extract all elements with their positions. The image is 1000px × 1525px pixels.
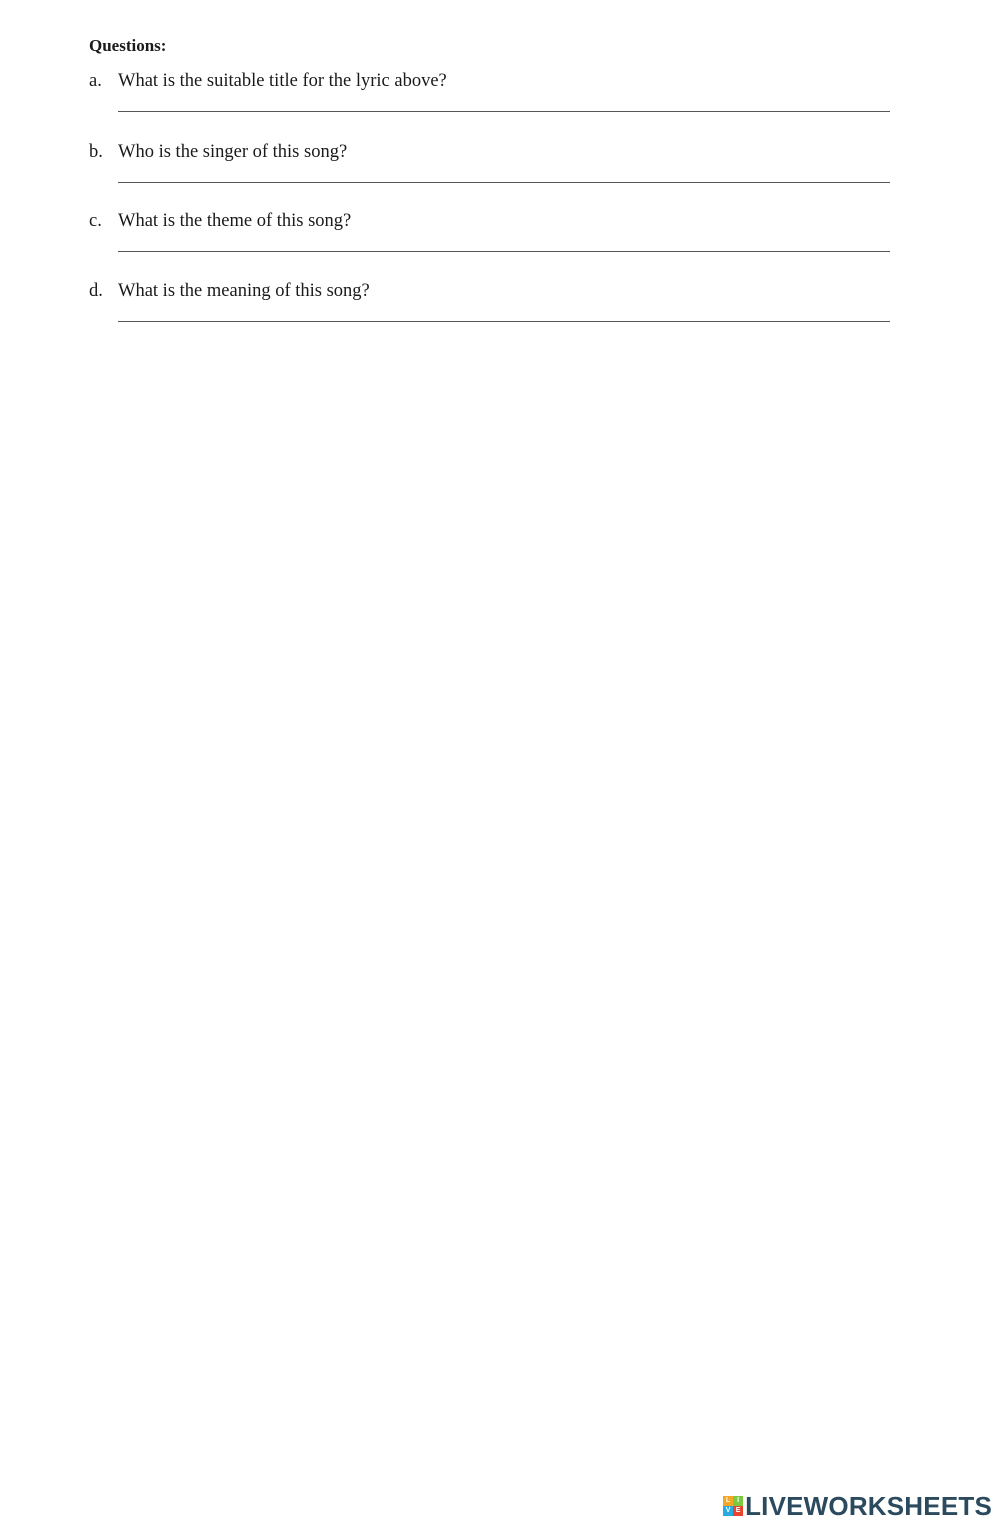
logo-letter: V xyxy=(723,1506,733,1516)
question-letter: c. xyxy=(89,211,102,231)
logo-letter: L xyxy=(723,1496,733,1506)
brand-text: LIVEWORKSHEETS xyxy=(745,1490,992,1521)
answer-line-a[interactable] xyxy=(118,111,890,112)
liveworksheets-logo xyxy=(723,1490,992,1521)
question-c xyxy=(89,209,899,233)
question-letter: b. xyxy=(89,142,103,162)
question-text: What is the meaning of this song? xyxy=(118,281,370,301)
question-b xyxy=(89,140,899,164)
question-d xyxy=(89,279,899,303)
answer-line-b[interactable] xyxy=(118,182,890,183)
live-logo-icon xyxy=(723,1496,743,1516)
question-letter: a. xyxy=(89,71,102,91)
logo-letter: E xyxy=(733,1506,743,1516)
questions-heading: Questions: xyxy=(89,36,167,55)
question-text: What is the suitable title for the lyric above? xyxy=(118,71,447,91)
question-text: Who is the singer of this song? xyxy=(118,142,348,162)
answer-line-c[interactable] xyxy=(118,251,890,252)
question-a xyxy=(89,69,899,93)
logo-letter: I xyxy=(733,1496,743,1506)
question-text: What is the theme of this song? xyxy=(118,211,352,231)
answer-line-d[interactable] xyxy=(118,321,890,322)
question-letter: d. xyxy=(89,281,103,301)
